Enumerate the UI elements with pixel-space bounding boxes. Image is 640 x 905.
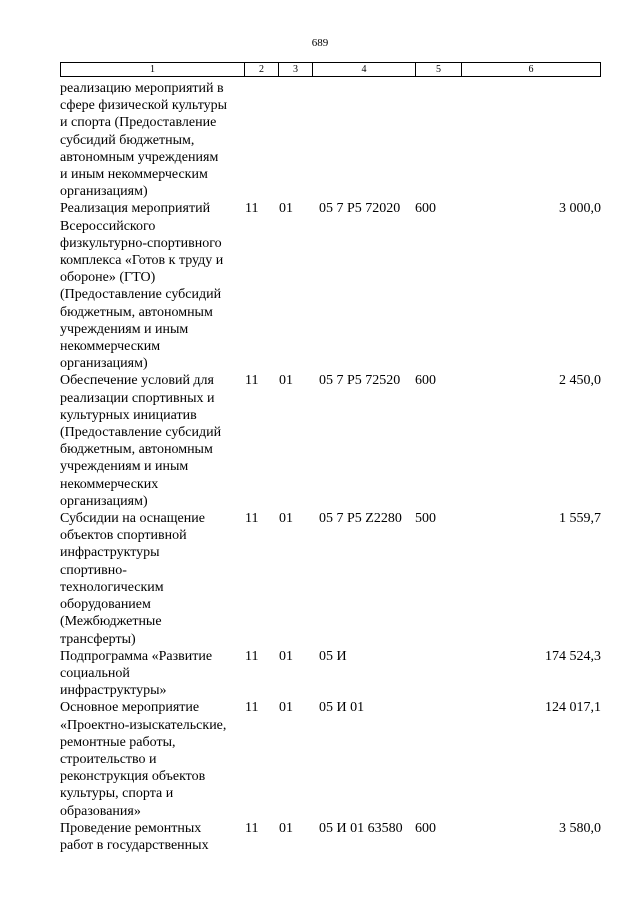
header-col-5: 5	[416, 63, 462, 76]
table-body	[60, 80, 601, 854]
row-subsection: 01	[279, 820, 293, 836]
row-amount: 3 000,0	[559, 201, 601, 217]
row-target-code: 05 И 01	[319, 700, 365, 716]
table-row	[60, 372, 601, 510]
row-section: 11	[245, 511, 259, 527]
row-subsection: 01	[279, 373, 293, 389]
row-amount: 124 017,1	[545, 700, 601, 716]
row-name: Обеспечение условий для реализации спортивных и культурных инициатив (Предоставление субсидий бюджетным, автономным учреждениям и иным некоммерческих организациям)	[60, 373, 222, 509]
row-subsection: 01	[279, 201, 293, 217]
row-name: Субсидии на оснащение объектов спортивной инфраструктуры спортивно- технологическим оборудованием (Межбюджетные трансферты)	[60, 511, 205, 647]
table-row	[60, 648, 601, 700]
page-number: 689	[311, 37, 329, 49]
row-target-code: 05 И	[319, 648, 347, 664]
row-target-code: 05 И 01 63580	[319, 820, 403, 836]
row-amount: 3 580,0	[559, 820, 601, 836]
row-section: 11	[245, 373, 259, 389]
row-name: реализацию мероприятий в сфере физической культуры и спорта (Предоставление субсидий бюджетным, автономным учреждениям и иным некоммерческим организациям)	[60, 81, 228, 200]
row-section: 11	[245, 648, 259, 664]
row-expense-type: 600	[415, 820, 436, 836]
header-col-3: 3	[279, 63, 313, 76]
row-expense-type: 600	[415, 373, 436, 389]
row-section: 11	[245, 820, 259, 836]
row-name: Реализация мероприятий Всероссийского физкультурно-спортивного комплекса «Готов к труду и обороне» (ГТО) (Предоставление субсидий бюджетным, автономным учреждениям и иным некоммерческим организациям)	[60, 201, 224, 372]
row-target-code: 05 7 Р5 Z2280	[319, 511, 402, 527]
row-target-code: 05 7 Р5 72520	[319, 373, 401, 389]
row-expense-type: 600	[415, 201, 436, 217]
row-name: Подпрограмма «Развитие социальной инфраструктуры»	[60, 648, 213, 699]
table-row	[60, 80, 601, 200]
table-header	[60, 62, 601, 77]
header-col-1: 1	[61, 63, 245, 76]
table-row	[60, 510, 601, 648]
row-section: 11	[245, 201, 259, 217]
row-subsection: 01	[279, 648, 293, 664]
row-section: 11	[245, 700, 259, 716]
header-col-4: 4	[313, 63, 416, 76]
row-name: Проведение ремонтных работ в государственных	[60, 820, 209, 853]
table-row	[60, 200, 601, 372]
table-row	[60, 820, 601, 854]
row-amount: 2 450,0	[559, 373, 601, 389]
row-amount: 1 559,7	[559, 511, 601, 527]
table-row	[60, 699, 601, 819]
header-col-6: 6	[528, 64, 534, 75]
row-amount: 174 524,3	[545, 648, 601, 664]
row-name: Основное мероприятие «Проектно-изыскательские, ремонтные работы, строительство и реконструкция объектов культуры, спорта и образования»	[60, 700, 227, 819]
row-expense-type: 500	[415, 511, 436, 527]
header-col-2: 2	[245, 63, 279, 76]
row-target-code: 05 7 Р5 72020	[319, 201, 401, 217]
row-subsection: 01	[279, 700, 293, 716]
row-subsection: 01	[279, 511, 293, 527]
